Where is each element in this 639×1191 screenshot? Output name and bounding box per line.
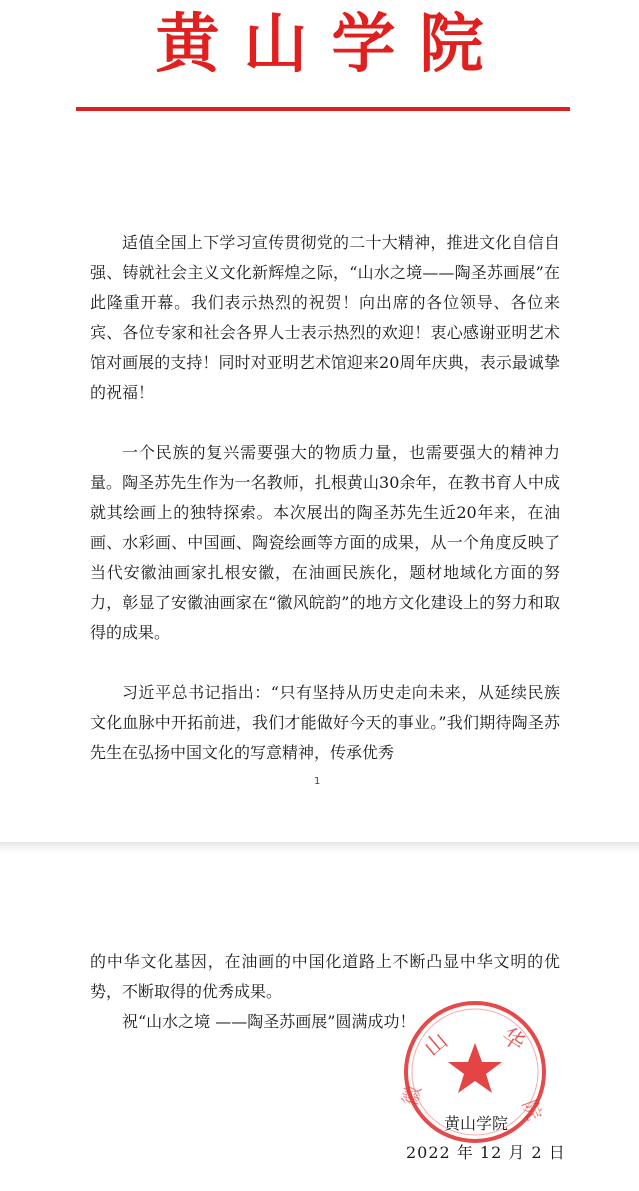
svg-text:院: 院	[517, 1096, 547, 1124]
paragraph-continuation: 的中华文化基因，在油画的中国化道路上不断凸显中华文明的优势，不断取得的优秀成果。	[90, 952, 560, 1001]
page-number: 1	[314, 776, 321, 787]
document-page-2	[0, 854, 639, 1191]
closing-line: 祝“山水之境 ——陶圣苏画展”圆满成功！	[122, 1012, 416, 1031]
paragraph-3: 习近平总书记指出：“只有坚持从历史走向未来，从延续民族文化血脉中开拓前进，我们才能做好今天的事业。”我们期待陶圣苏先生在弘扬中国文化的写意精神，传承优秀	[90, 683, 560, 762]
signer-name: 黄山学院	[444, 1114, 509, 1133]
letterhead-divider	[76, 107, 570, 111]
page-gap	[0, 842, 639, 854]
signature-date: 2022 年 12 月 2 日	[406, 1143, 566, 1162]
svg-text:山: 山	[419, 1028, 453, 1062]
svg-text:华: 华	[496, 1023, 529, 1057]
svg-text:徽: 徽	[397, 1082, 427, 1109]
paragraph-2: 一个民族的复兴需要强大的物质力量，也需要强大的精神力量。陶圣苏先生作为一名教师，扎根黄山30余年，在教书育人中成就其绘画上的独特探索。本次展出的陶圣苏先生近20年来，在油画、水彩画、中国画、陶瓷绘画等方面的成果，从一个角度反映了当代安徽油画家扎根安徽，在油画民族化，题材地域化方面的努力，彰显了安徽油画家在“徽风皖韵”的地方文化建设上的努力和取得的成果。	[90, 443, 560, 642]
paragraph-1: 适值全国上下学习宣传贯彻党的二十大精神，推进文化自信自强、铸就社会主义文化新辉煌之际，“山水之境——陶圣苏画展”在此隆重开幕。我们表示热烈的祝贺！向出席的各位领导、各位来宾、各位专家和社会各界人士表示热烈的欢迎！衷心感谢亚明艺术馆对画展的支持！同时对亚明艺术馆迎来20周年庆典，表示最诚挚的祝福！	[90, 233, 560, 402]
letterhead-title: 黄山学院	[155, 7, 508, 82]
